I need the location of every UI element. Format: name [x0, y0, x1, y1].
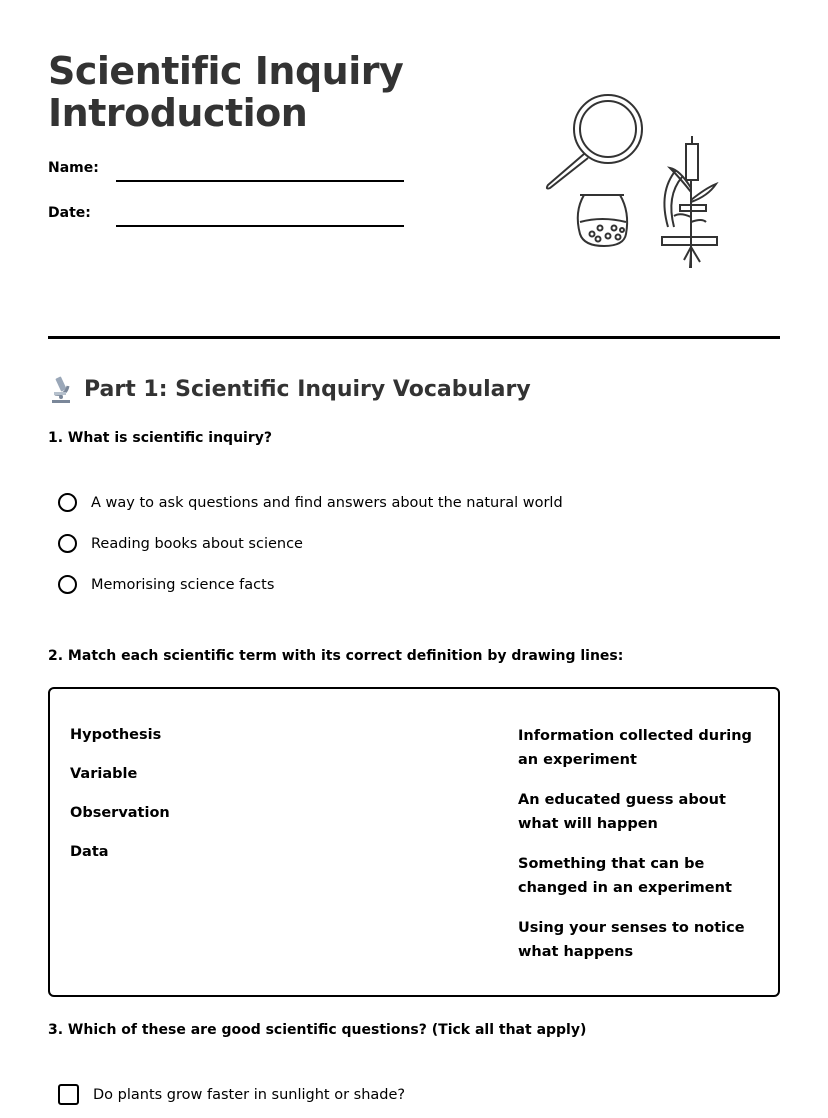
term-hypothesis: Hypothesis	[70, 727, 162, 743]
definition-3: Something that can be changed in an experiment	[518, 856, 732, 896]
date-label: Date:	[48, 205, 91, 221]
checkbox[interactable]	[58, 1084, 79, 1105]
part1-heading	[48, 374, 531, 404]
q3-option-1[interactable]	[58, 1084, 405, 1105]
q1-option-1-label: A way to ask questions and find answers about the natural world	[91, 494, 563, 511]
radio-button[interactable]	[58, 493, 77, 512]
radio-button[interactable]	[58, 575, 77, 594]
matching-box	[48, 687, 780, 997]
q1-option-3[interactable]	[58, 575, 274, 594]
q1-option-2[interactable]	[58, 534, 303, 553]
plant-experiment-icon	[662, 136, 717, 268]
radio-button[interactable]	[58, 534, 77, 553]
microscope-icon	[48, 374, 74, 404]
date-line[interactable]	[116, 225, 404, 227]
question-2: 2. Match each scientific term with its correct definition by drawing lines:	[48, 648, 624, 664]
q3-option-1-label: Do plants grow faster in sunlight or shade?	[93, 1086, 406, 1103]
name-line[interactable]	[116, 180, 404, 182]
definition-1: Information collected during an experiment	[518, 728, 752, 768]
magnifying-glass-icon	[547, 95, 642, 189]
term-data: Data	[70, 844, 109, 860]
worksheet-title	[48, 50, 403, 134]
science-illustration	[540, 92, 730, 272]
part1-heading-text: Part 1: Scientific Inquiry Vocabulary	[84, 376, 531, 402]
definition-2: An educated guess about what will happen	[518, 792, 726, 832]
question-3: 3. Which of these are good scientific questions? (Tick all that apply)	[48, 1022, 587, 1038]
term-observation: Observation	[70, 805, 170, 821]
q1-option-3-label: Memorising science facts	[91, 576, 275, 593]
name-label: Name:	[48, 160, 99, 176]
definition-4: Using your senses to notice what happens	[518, 920, 745, 960]
question-1: 1. What is scientific inquiry?	[48, 430, 272, 446]
header-divider	[48, 336, 780, 339]
q1-option-2-label: Reading books about science	[91, 535, 303, 552]
q1-option-1[interactable]	[58, 493, 563, 512]
title-line-1: Scientific Inquiry	[48, 49, 404, 93]
beaker-icon	[578, 195, 627, 246]
term-variable: Variable	[70, 766, 138, 782]
title-line-2: Introduction	[48, 91, 308, 135]
